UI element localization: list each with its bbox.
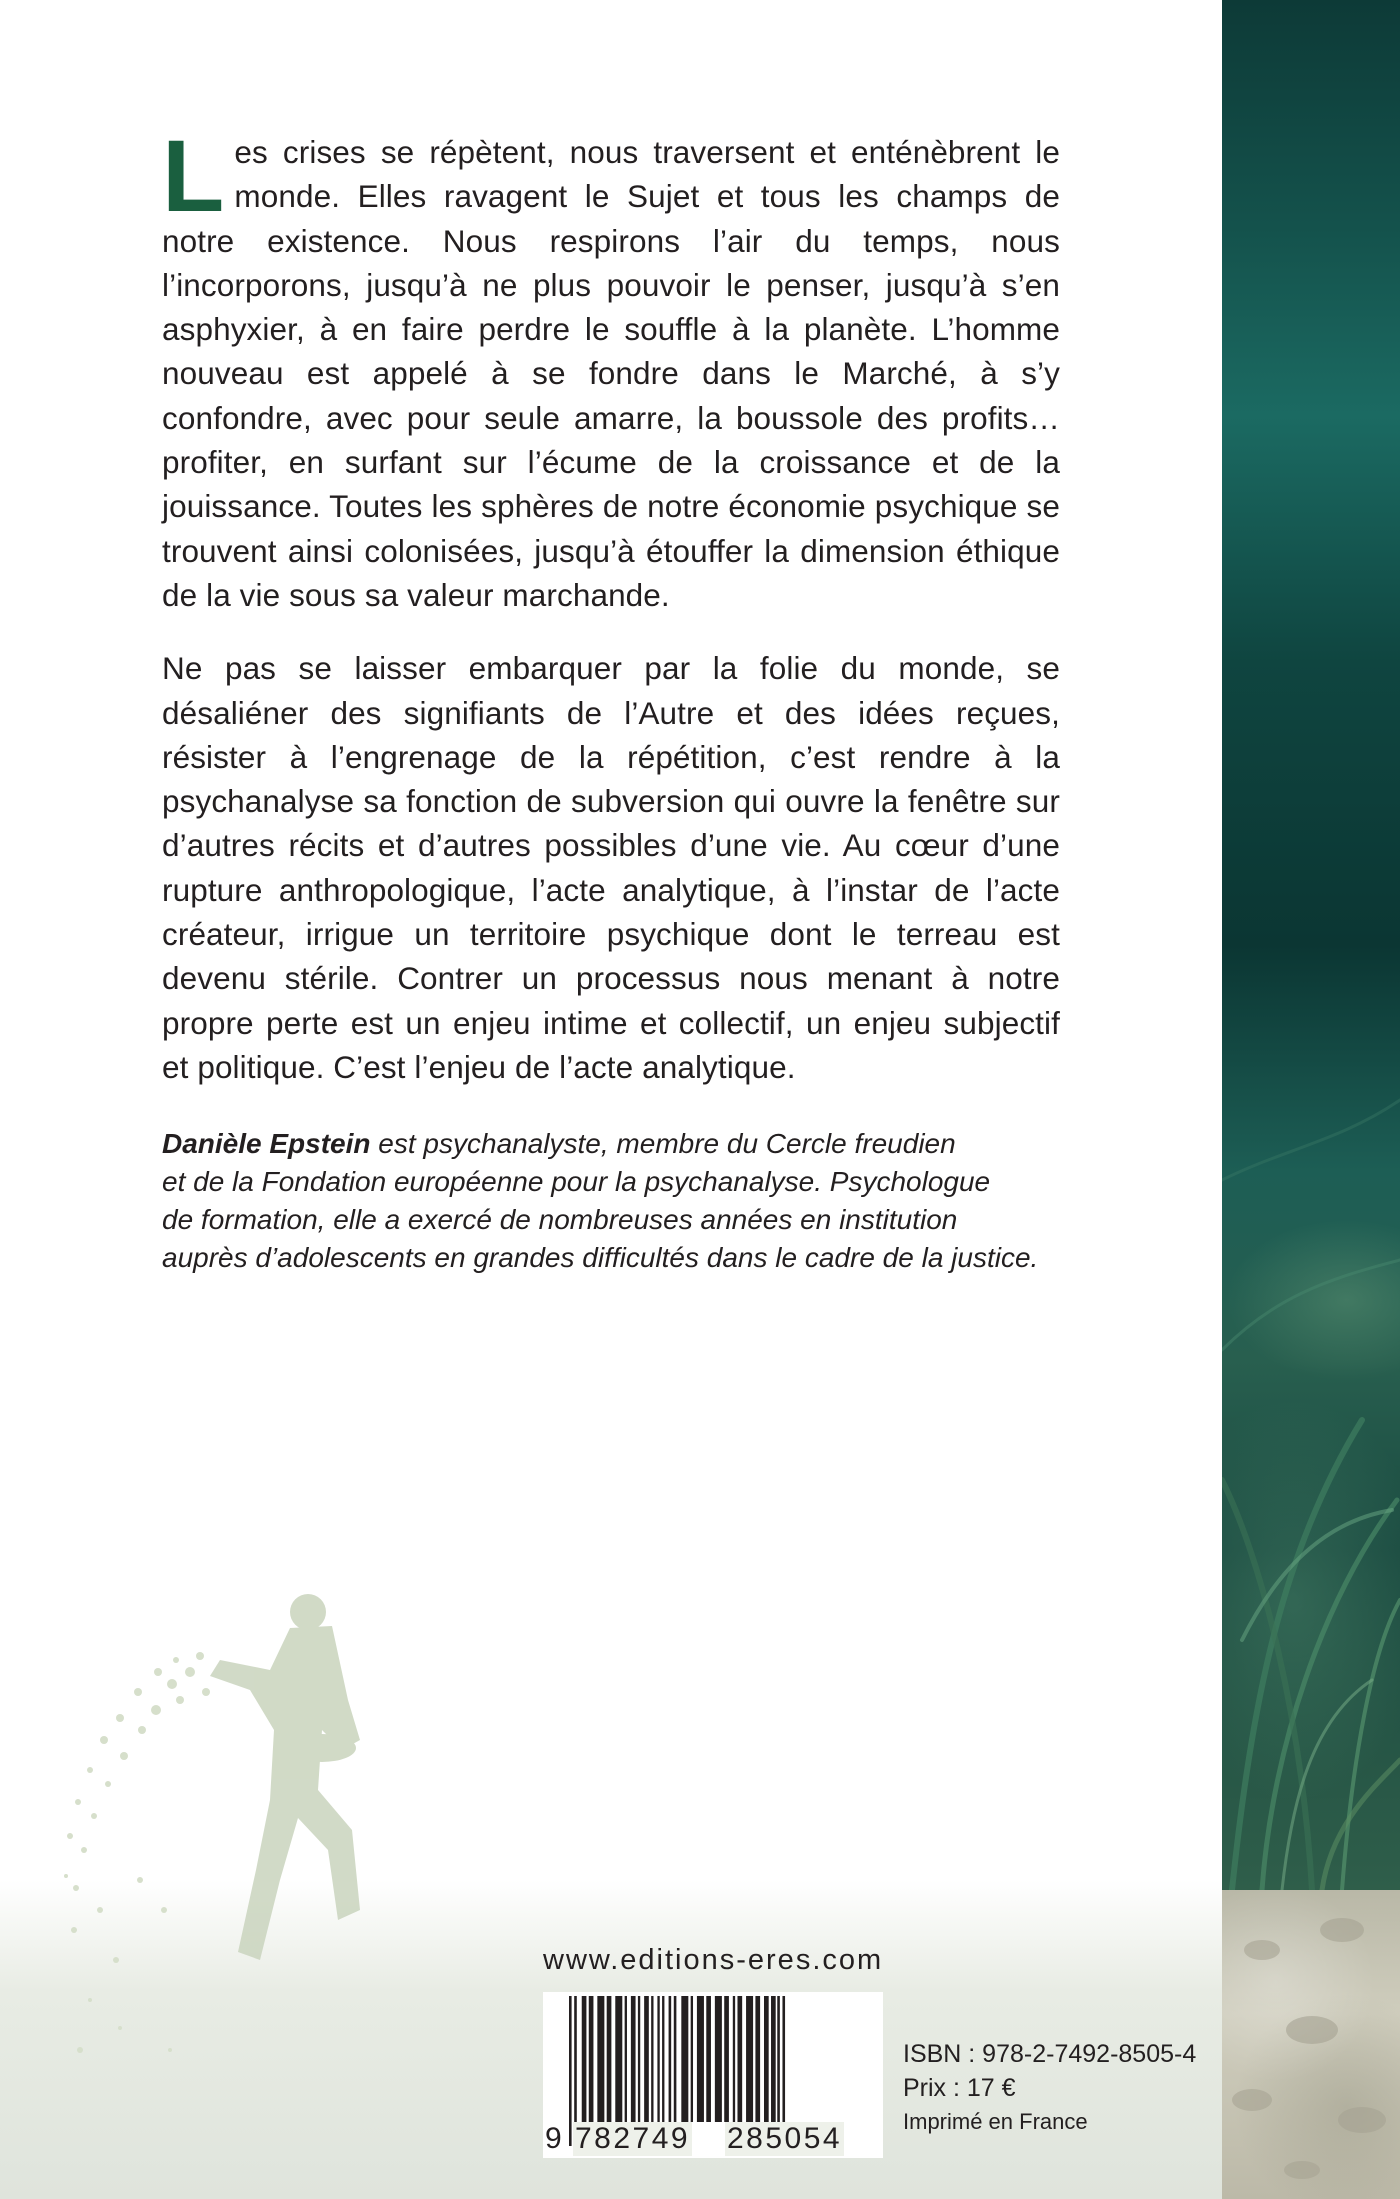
price: Prix : 17 € (903, 2074, 1016, 2102)
barcode-bar (631, 1996, 636, 2122)
barcode-bar (706, 1996, 711, 2122)
barcode-bar (737, 1996, 742, 2122)
barcode (543, 1992, 883, 2158)
author-name: Danièle Epstein (162, 1128, 371, 1160)
bio-line-4: auprès d’adolescents en grandes difficultés dans le cadre de la justice. (162, 1242, 1039, 1274)
barcode-right-group: 285054 (727, 2122, 843, 2155)
barcode-bar (697, 1996, 704, 2122)
barcode-bar (651, 1996, 653, 2122)
barcode-bar (589, 1996, 594, 2122)
barcode-bar (746, 1996, 753, 2122)
paragraph-1-text: es crises se répètent, nous traversent et enténèbrent le monde. Elles ravagent le Sujet et tous les champs de notre existence. Nous respirons l’air du temps, nous l’incorporons, jusqu’à ne plus pouvoir le penser, jusqu’à s’en asphyxier, à en faire perdre le souffle à la planète. L’homme nouveau est appelé à se fondre dans le Marché, à s’y confondre, avec pour seule amarre, la boussole des profits… profiter, en surfant sur l’écume de la croissance et de la jouissance. Toutes les sphères de notre économie psychique se trouvent ainsi colonisées, jusqu’à étouffer la dimension éthique de la vie sous sa valeur marchande. (162, 134, 1060, 613)
publisher-website[interactable]: www.editions-eres.com (543, 1944, 884, 1976)
plant-photo-strip (1222, 0, 1400, 1890)
drop-cap: L (162, 119, 225, 233)
barcode-bar (724, 1996, 729, 2122)
barcode-bar (715, 1996, 722, 2122)
barcode-bar (681, 1996, 688, 2122)
barcode-left-group: 782749 (575, 2122, 691, 2155)
barcode-first-digit: 9 (545, 2122, 565, 2155)
barcode-bar (597, 1996, 604, 2122)
bio-line-1-rest: est psychanalyste, membre du Cercle freudien (370, 1128, 956, 1160)
barcode-bar (582, 1996, 587, 2122)
blurb-text (162, 119, 1060, 1277)
barcode-bar (764, 1996, 769, 2122)
barcode-bar (733, 1996, 735, 2122)
author-bio (162, 1125, 1060, 1277)
soil-photo-strip (1222, 1890, 1400, 2199)
barcode-bar (657, 1996, 659, 2122)
printed-in: Imprimé en France (903, 2109, 1088, 2134)
isbn: ISBN : 978-2-7492-8505-4 (903, 2040, 1197, 2068)
barcode-bar (625, 1996, 627, 2122)
barcode-digits (543, 2120, 883, 2156)
barcode-bar (638, 1996, 640, 2122)
sower-emblem-icon (60, 1580, 500, 2100)
bio-line-2: et de la Fondation européenne pour la psychanalyse. Psychologue (162, 1166, 991, 1198)
book-info (903, 2037, 1196, 2139)
barcode-bar (691, 1996, 693, 2122)
bio-line-3: de formation, elle a exercé de nombreuses années en institution (162, 1204, 958, 1236)
barcode-bar (755, 1996, 760, 2122)
barcode-bar (607, 1996, 612, 2122)
barcode-bar (644, 1996, 649, 2122)
bio-line-1 (162, 1125, 1060, 1163)
barcode-bar (771, 1996, 776, 2122)
barcode-bar (662, 1996, 664, 2122)
blurb-paragraph-1 (162, 119, 1060, 617)
plant-leaves-icon (1222, 0, 1400, 1890)
soil-texture-icon (1222, 1890, 1400, 2199)
blurb-paragraph-2: Ne pas se laisser embarquer par la folie du monde, se désaliéner des signifiants de l’Autre et des idées reçues, résister à l’engrenage de la répétition, c’est rendre à la psychanalyse sa fonction de subversion qui ouvre la fenêtre sur d’autres récits et d’autres possibles d’une vie. Au cœur d’une rupture anthropologique, l’acte analytique, à l’instar de l’acte créateur, irrigue un territoire psychique dont le terreau est devenu stérile. Contrer un processus nous menant à notre propre perte est un enjeu intime et collectif, un enjeu subjectif et politique. C’est l’enjeu de l’acte analytique. (162, 650, 1060, 1085)
barcode-bar (615, 1996, 622, 2122)
